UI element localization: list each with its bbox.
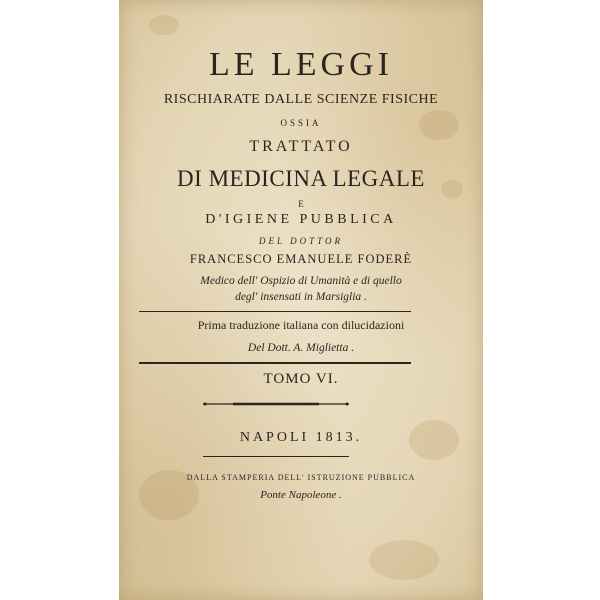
del-dottor-text: DEL DOTTOR bbox=[259, 236, 343, 246]
translator-name: Del Dott. A. Miglietta . bbox=[247, 342, 355, 354]
author-name: FRANCESCO EMANUELE FODERÈ bbox=[189, 252, 413, 266]
divider-rule bbox=[139, 311, 411, 312]
divider-double-rule bbox=[139, 362, 411, 366]
printer-address: Ponte Napoleone . bbox=[260, 489, 342, 501]
volume-label: TOMO VI. bbox=[263, 371, 339, 387]
book-title: LE LEGGI bbox=[208, 46, 393, 83]
conjunction-text: E bbox=[298, 199, 304, 209]
second-title: D'IGIENE PUBBLICA bbox=[205, 212, 397, 227]
place-and-date: NAPOLI 1813. bbox=[239, 430, 363, 445]
book-subtitle: RISCHIARATE DALLE SCIENZE FISICHE bbox=[163, 92, 439, 107]
ossia-text: OSSIA bbox=[280, 118, 322, 128]
foxing-stain bbox=[369, 540, 439, 580]
translation-note: Prima traduzione italiana con dilucidazioni bbox=[197, 318, 405, 332]
trattato-text: TRATTATO bbox=[249, 138, 353, 155]
printer-imprint: DALLA STAMPERIA DELL' ISTRUZIONE PUBBLICA bbox=[186, 473, 416, 482]
author-affiliation-line2: degl' insensati in Marsiglia . bbox=[235, 291, 367, 303]
main-title: DI MEDICINA LEGALE bbox=[177, 166, 425, 191]
foxing-stain bbox=[149, 15, 179, 35]
author-affiliation-line1: Medico dell' Ospizio di Umanità e di quello bbox=[200, 275, 402, 287]
title-page bbox=[119, 0, 483, 600]
ornamental-rule bbox=[203, 401, 349, 407]
divider-rule bbox=[203, 456, 349, 457]
